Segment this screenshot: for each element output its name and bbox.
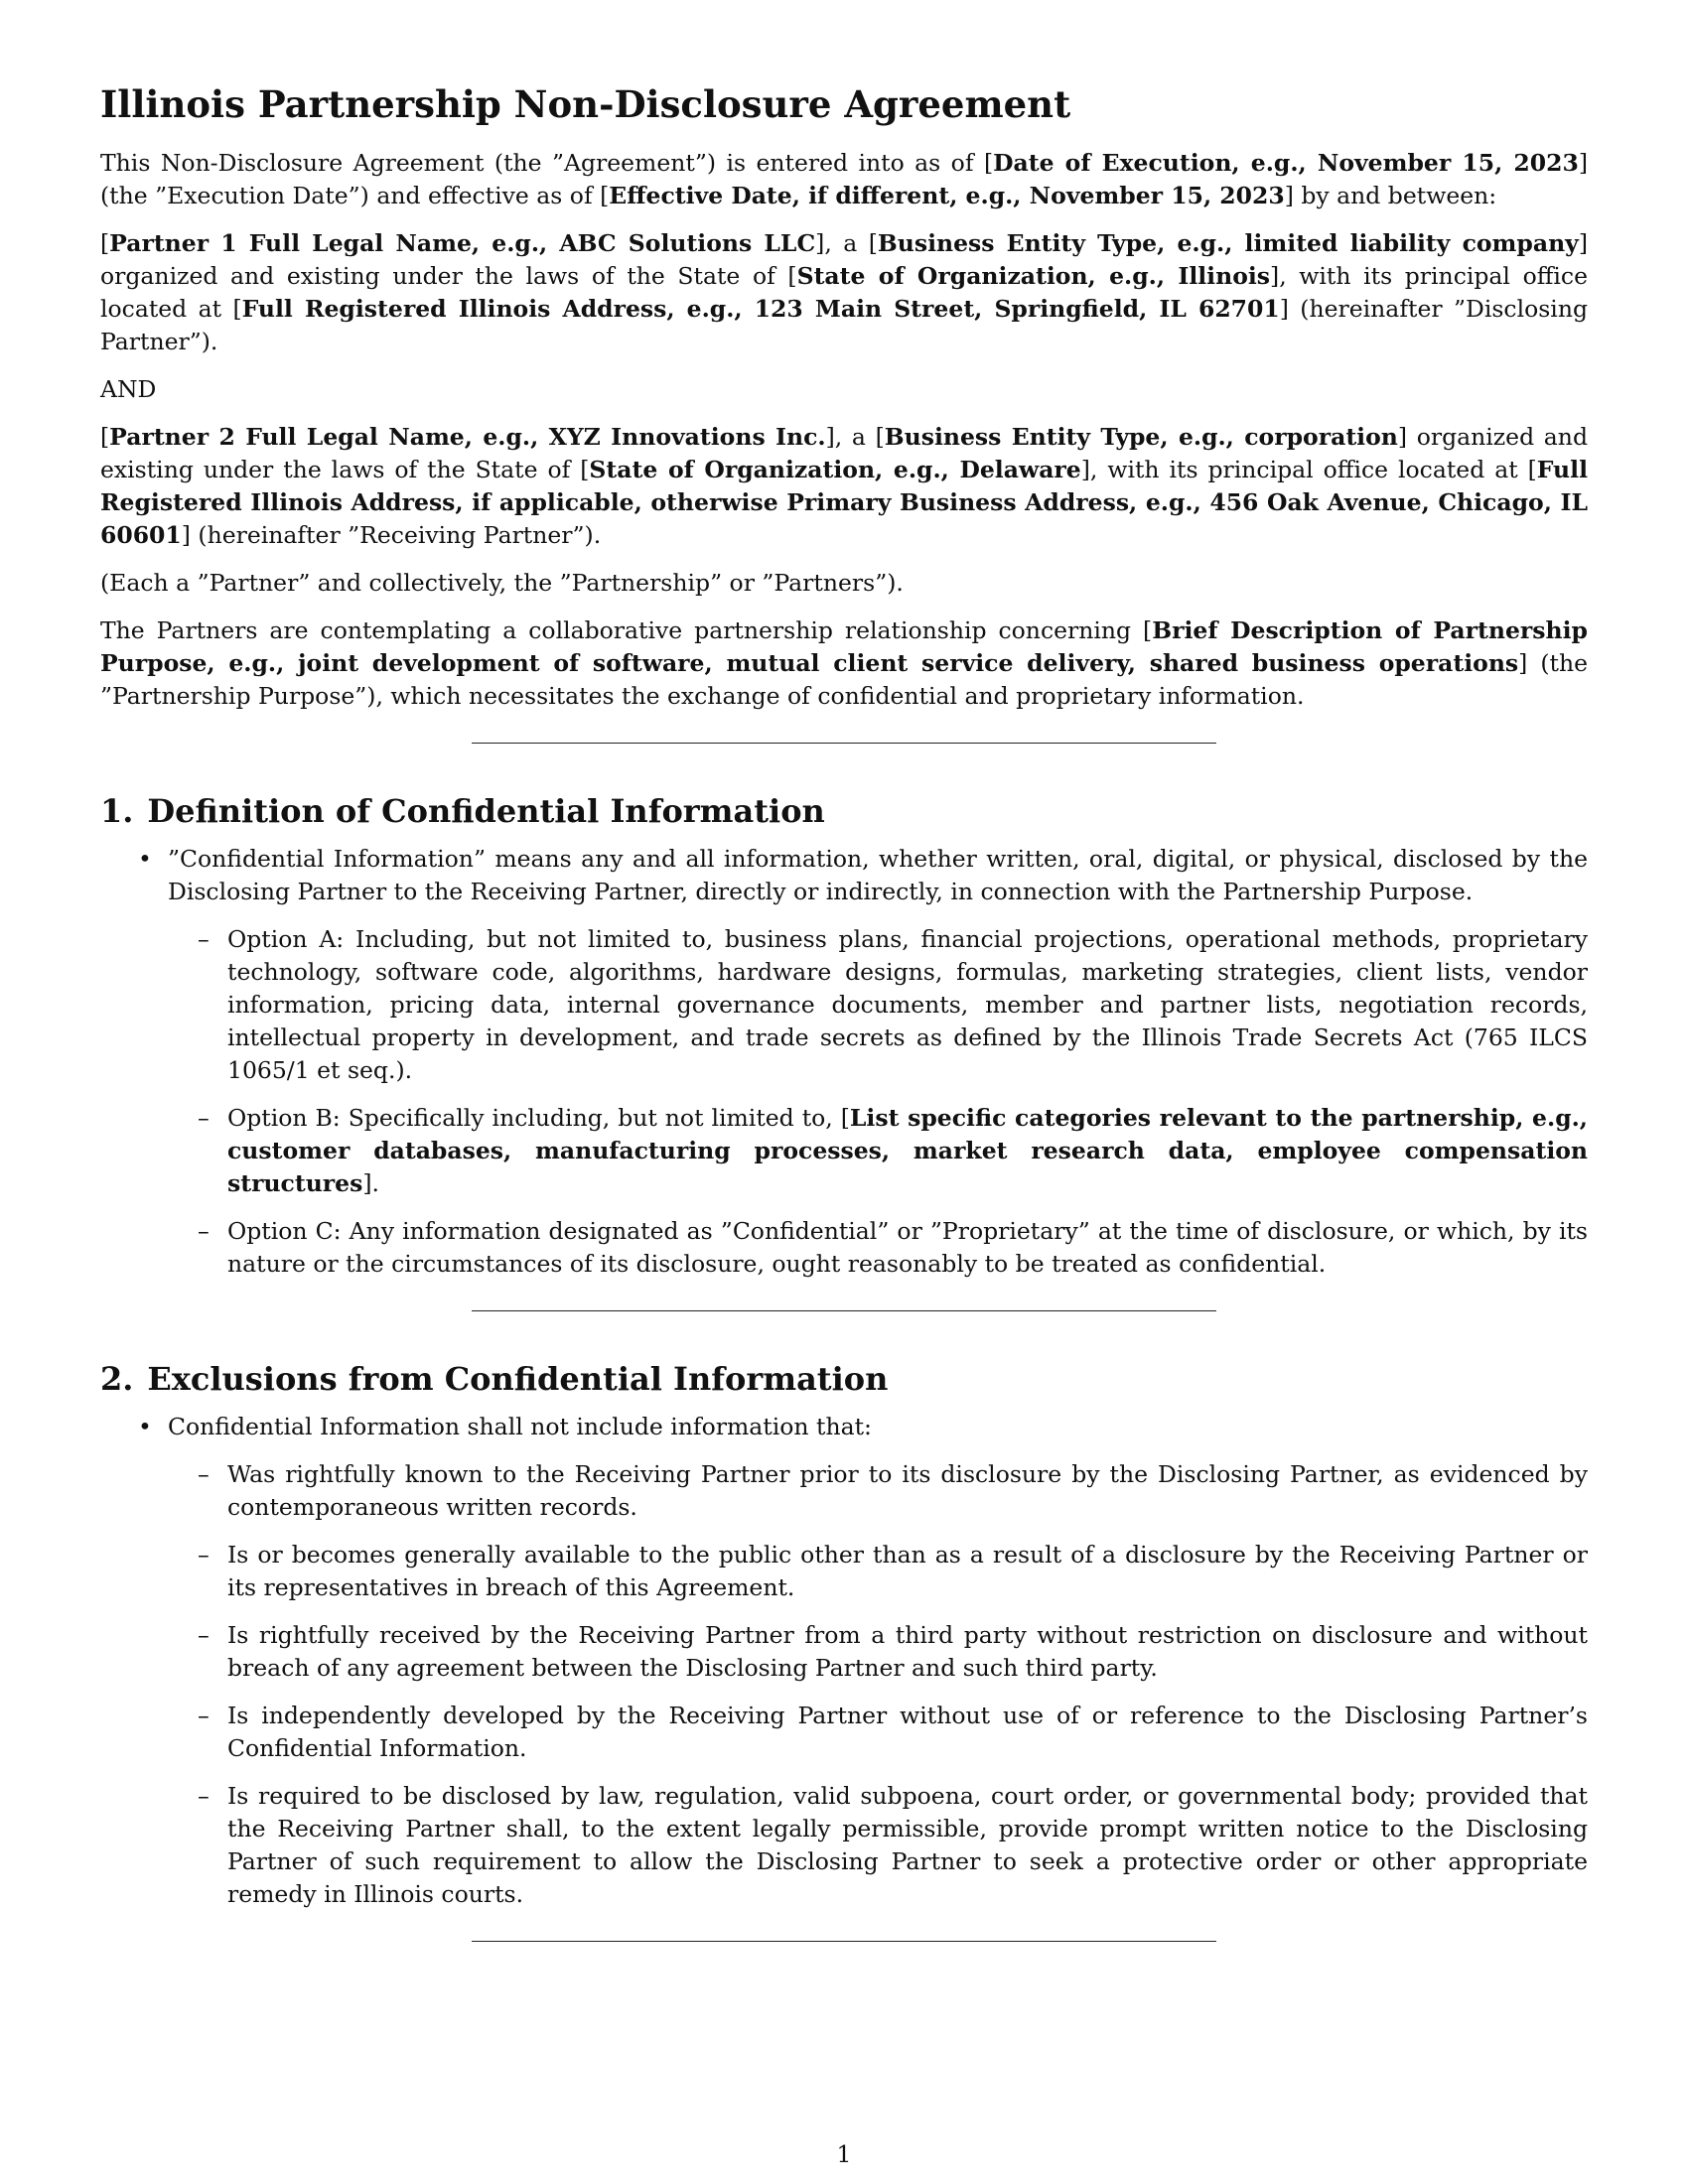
- document-title: Illinois Partnership Non-Disclosure Agreement: [100, 82, 1071, 126]
- dash-icon: –: [198, 1460, 210, 1488]
- placeholder-partner1-entity: Business Entity Type, e.g., limited liability company: [877, 229, 1579, 257]
- intro-paragraph-execution: This Non-Disclosure Agreement (the ”Agreement”) is entered into as of [Date of Execution, e.g., November 15, 2023] (the ”Execution Date”) and effective as of [Effective Date, if different, e.g., November 15, 2023] by and between:: [100, 149, 1588, 209]
- exclusion-item: – Was rightfully known to the Receiving Partner prior to its disclosure by the Disclosing Partner, as evidenced by contemporaneous written records.: [198, 1460, 1588, 1521]
- exclusion-item: – Is rightfully received by the Receiving Partner from a third party without restriction on disclosure and without breach of any agreement between the Disclosing Partner and such third party.: [198, 1621, 1588, 1682]
- placeholder-partner1-state: State of Organization, e.g., Illinois: [796, 262, 1271, 290]
- intro-partners-definition: (Each a ”Partner” and collectively, the ”Partnership” or ”Partners”).: [100, 569, 904, 597]
- placeholder-partner1-address: Full Registered Illinois Address, e.g., 123 Main Street, Springfield, IL 62701: [241, 295, 1280, 323]
- section-divider: [472, 743, 1216, 744]
- placeholder-partner2-name: Partner 2 Full Legal Name, e.g., XYZ Innovations Inc.: [109, 423, 826, 451]
- dash-icon: –: [198, 925, 210, 953]
- list-item: • ”Confidential Information” means any and all information, whether written, oral, digital, or physical, disclosed by the Disclosing Partner to the Receiving Partner, directly or indirectly, in connection with the Partnership Purpose. – Option A: Including, but not limited to, business plans, financial projections, operational methods, proprietary technology, software code, algorithms, hardware designs, formulas, marketing strategies, client lists, vendor information, pricing data, internal governance documents, member and partner lists, negotiation records, intellectual property in development, and trade secrets as defined by the Illinois Trade Secrets Act (765 ILCS 1065/1 et seq.). – Option B: Specifically including, but not limited to, [List specific categories relevant to the partnership, e.g., customer databases, manufacturing processes, market research data, employee compensation structures]. – Option C: Any information designated as ”Confidential” or ”Proprietary” at the time of disclosure, or which, by its nature or the circumstances of its disclosure, ought reasonably to be treated as confidential.: [100, 843, 1588, 1281]
- exclusion-item: – Is or becomes generally available to the public other than as a result of a disclosure by the Receiving Partner or its representatives in breach of this Agreement.: [198, 1541, 1588, 1601]
- option-b-item: – Option B: Specifically including, but not limited to, [List specific categories relevant to the partnership, e.g., customer databases, manufacturing processes, market research data, employee compensation structures].: [198, 1104, 1588, 1197]
- intro-and: AND: [100, 375, 157, 403]
- dash-icon: –: [198, 1621, 210, 1649]
- bullet-icon: •: [138, 845, 152, 873]
- intro-partnership-purpose: The Partners are contemplating a collaborative partnership relationship concerning [Brief Description of Partnership Purpose, e.g., joint development of software, mutual client service delivery, shared business operations] (the ”Partnership Purpose”), which necessitates the exchange of confidential and proprietary information.: [100, 616, 1588, 710]
- list-item: • Confidential Information shall not include information that: – Was rightfully known to the Receiving Partner prior to its disclosure by the Disclosing Partner, as evidenced by contemporaneous written records. – Is or becomes generally available to the public other than as a result of a disclosure by the Receiving Partner or its representatives in breach of this Agreement. – Is rightfully received by the Receiving Partner from a third party without restriction on disclosure and without breach of any agreement between the Disclosing Partner and such third party. – Is independently developed by the Receiving Partner without use of or reference to the Disclosing Partner’s Confidential Information. – Is required to be disclosed by law, regulation, valid subpoena, court order, or governmental body; provided that the Receiving Partner shall, to the extent legally permissible, provide prompt written notice to the Disclosing Partner of such requirement to allow the Disclosing Partner to seek a protective order or other appropriate remedy in Illinois courts.: [100, 1411, 1588, 1911]
- section-1-list: [100, 843, 1588, 1281]
- section-2-list: [100, 1411, 1588, 1911]
- section-divider: [472, 1310, 1216, 1311]
- section-2-heading: [100, 1359, 1588, 1399]
- intro-paragraph-partner-1: [Partner 1 Full Legal Name, e.g., ABC Solutions LLC], a [Business Entity Type, e.g., limited liability company] organized and existing under the laws of the State of [State of Organization, e.g., Illinois], with its principal office located at [Full Registered Illinois Address, e.g., 123 Main Street, Springfield, IL 62701] (hereinafter ”Disclosing Partner”).: [100, 229, 1589, 355]
- exclusion-item: – Is independently developed by the Receiving Partner without use of or reference to the Disclosing Partner’s Confidential Information.: [198, 1702, 1588, 1762]
- dash-icon: –: [198, 1782, 210, 1810]
- placeholder-partnership-purpose: Brief Description of Partnership Purpose, e.g., joint development of software, mutual client service delivery, shared business operations: [100, 616, 1588, 677]
- placeholder-partner2-address: Full Registered Illinois Address, if applicable, otherwise Primary Business Address, e.g., 456 Oak Avenue, Chicago, IL 60601: [100, 456, 1588, 549]
- bullet-icon: •: [138, 1413, 152, 1440]
- placeholder-specific-categories: List specific categories relevant to the partnership, e.g., customer databases, manufacturing processes, market research data, employee compensation structures: [227, 1104, 1588, 1197]
- section-divider: [472, 1941, 1216, 1942]
- section-1-title: Definition of Confidential Information: [147, 792, 825, 830]
- section-1-heading: [100, 791, 1588, 831]
- exclusion-item: – Is required to be disclosed by law, regulation, valid subpoena, court order, or governmental body; provided that the Receiving Partner shall, to the extent legally permissible, provide prompt written notice to the Disclosing Partner of such requirement to allow the Disclosing Partner to seek a protective order or other appropriate remedy in Illinois courts.: [198, 1782, 1588, 1908]
- intro-paragraph-partner-2: [Partner 2 Full Legal Name, e.g., XYZ Innovations Inc.], a [Business Entity Type, e.g., corporation] organized and existing under the laws of the State of [State of Organization, e.g., Delaware], with its principal office located at [Full Registered Illinois Address, if applicable, otherwise Primary Business Address, e.g., 456 Oak Avenue, Chicago, IL 60601] (hereinafter ”Receiving Partner”).: [100, 423, 1588, 549]
- page-number: 1: [836, 2140, 852, 2168]
- section-2-title: Exclusions from Confidential Information: [147, 1360, 889, 1398]
- option-a-item: – Option A: Including, but not limited to, business plans, financial projections, operational methods, proprietary technology, software code, algorithms, hardware designs, formulas, marketing strategies, client lists, vendor information, pricing data, internal governance documents, member and partner lists, negotiation records, intellectual property in development, and trade secrets as defined by the Illinois Trade Secrets Act (765 ILCS 1065/1 et seq.).: [198, 925, 1588, 1084]
- placeholder-effective-date: Effective Date, if different, e.g., November 15, 2023: [609, 182, 1285, 209]
- placeholder-partner1-name: Partner 1 Full Legal Name, e.g., ABC Solutions LLC: [109, 229, 816, 257]
- section-2-number: 2.: [100, 1360, 134, 1398]
- option-c-item: – Option C: Any information designated as ”Confidential” or ”Proprietary” at the time of disclosure, or which, by its nature or the circumstances of its disclosure, ought reasonably to be treated as confidential.: [198, 1217, 1588, 1278]
- placeholder-execution-date: Date of Execution, e.g., November 15, 2023: [993, 149, 1579, 177]
- dash-icon: –: [198, 1541, 210, 1569]
- dash-icon: –: [198, 1217, 210, 1245]
- placeholder-partner2-entity: Business Entity Type, e.g., corporation: [884, 423, 1398, 451]
- dash-icon: –: [198, 1702, 210, 1729]
- placeholder-partner2-state: State of Organization, e.g., Delaware: [589, 456, 1081, 483]
- section-1-number: 1.: [100, 792, 134, 830]
- section-2-exclusions: [168, 1458, 1588, 1911]
- dash-icon: –: [198, 1104, 210, 1132]
- document-page: [100, 81, 1588, 1989]
- section-1-options: [168, 923, 1588, 1281]
